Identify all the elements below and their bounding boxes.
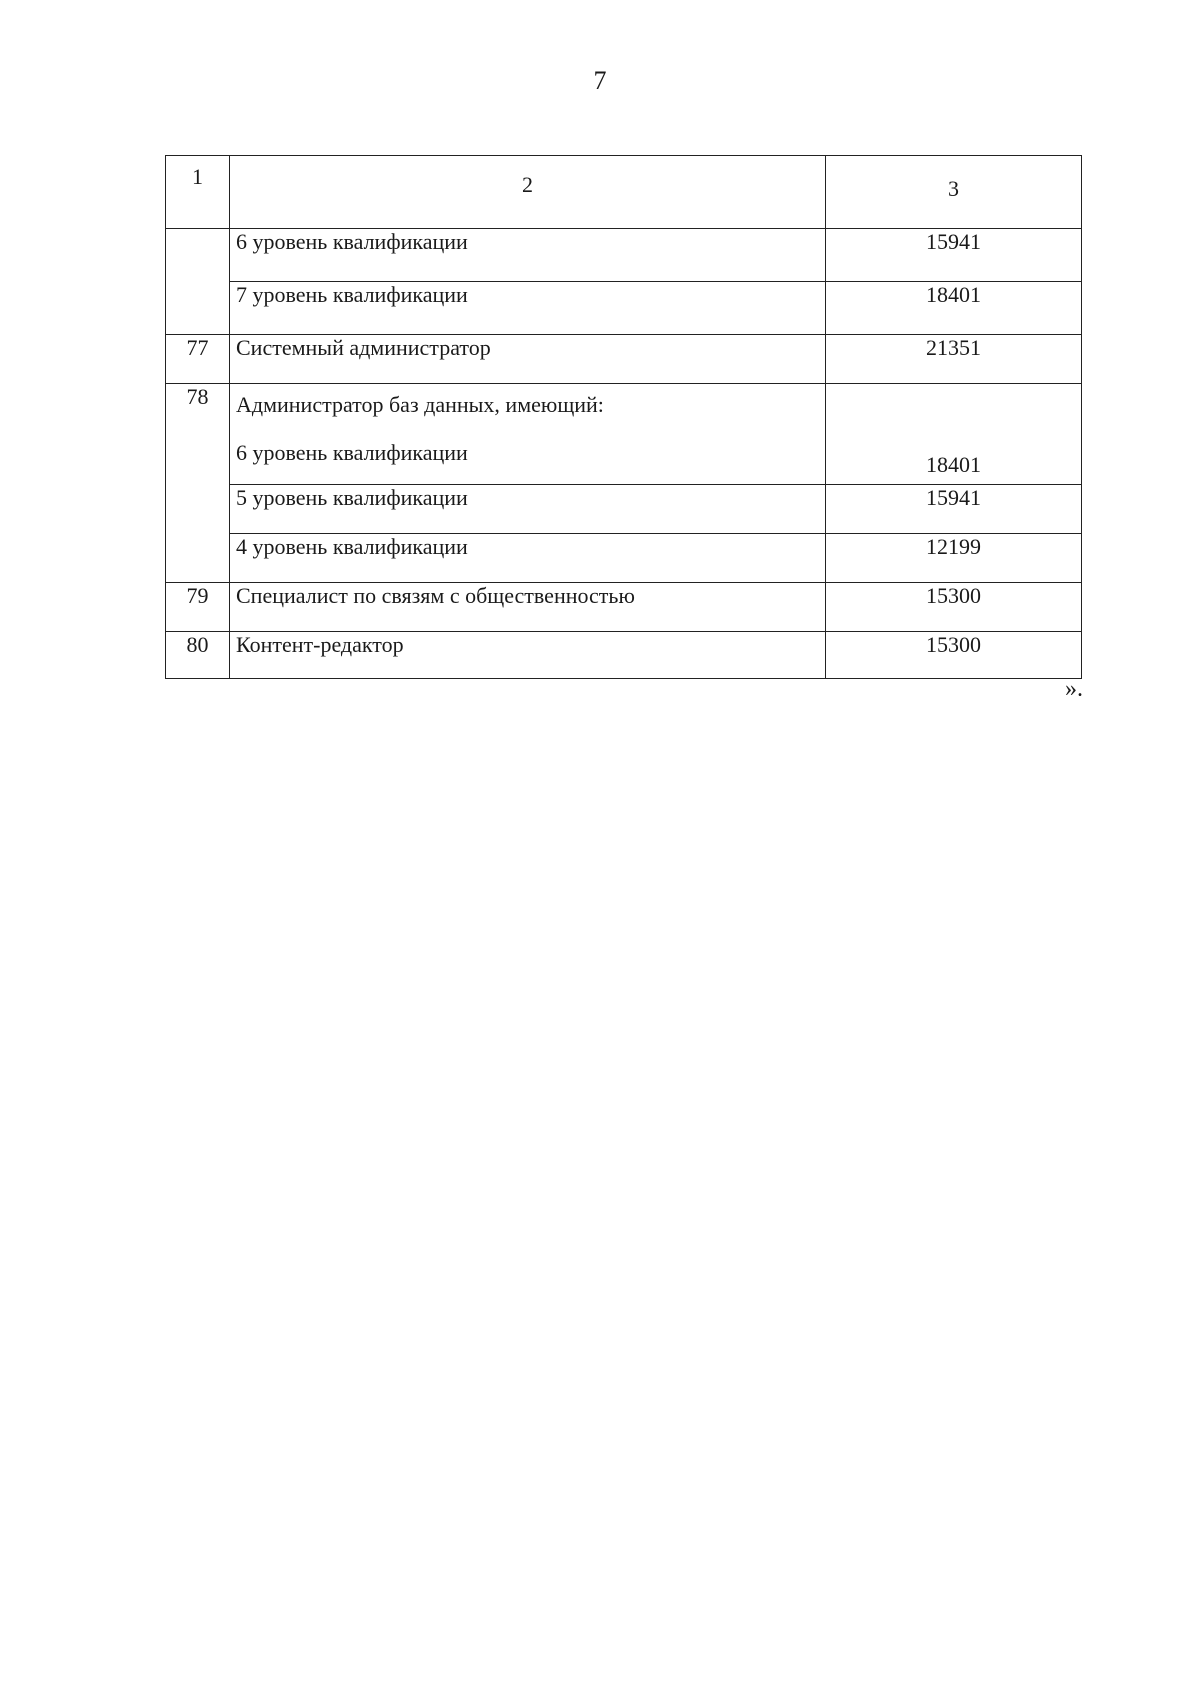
row-value-cell: 12199 (826, 534, 1082, 583)
row-value-cell: 21351 (826, 335, 1082, 384)
table-row (166, 229, 1082, 282)
row-index-cell: 78 (166, 384, 230, 583)
row-index-cell: 80 (166, 632, 230, 679)
table-header-row (166, 156, 1082, 229)
row-index-cell: 79 (166, 583, 230, 632)
row-name-line-2: 6 уровень квалификации (236, 440, 468, 465)
row-index-cell (166, 229, 230, 335)
row-name-cell (230, 384, 826, 485)
table-row (166, 583, 1082, 632)
row-value-cell: 18401 (826, 384, 1082, 485)
row-name-cell: Контент-редактор (230, 632, 826, 679)
table-row (166, 632, 1082, 679)
row-value-cell: 15941 (826, 485, 1082, 534)
row-name-line-1: Администратор баз данных, имеющий: (236, 392, 604, 417)
table-row (166, 335, 1082, 384)
header-cell-3: 3 (826, 156, 1082, 229)
row-index-cell: 77 (166, 335, 230, 384)
salary-table (165, 155, 1082, 679)
table-row (166, 485, 1082, 534)
header-cell-1: 1 (166, 156, 230, 229)
table-row (166, 282, 1082, 335)
row-name-cell: Системный администратор (230, 335, 826, 384)
page-number: 7 (593, 66, 607, 95)
table-row (166, 534, 1082, 583)
row-name-cell: 4 уровень квалификации (230, 534, 826, 583)
header-cell-2: 2 (230, 156, 826, 229)
table-row (166, 384, 1082, 485)
row-name-cell: 7 уровень квалификации (230, 282, 826, 335)
row-name-cell: 6 уровень квалификации (230, 229, 826, 282)
row-value-cell: 15941 (826, 229, 1082, 282)
row-value-cell: 18401 (826, 282, 1082, 335)
row-value-cell: 15300 (826, 632, 1082, 679)
row-name-cell: Специалист по связям с общественностью (230, 583, 826, 632)
closing-quote-mark: ». (1065, 676, 1083, 702)
row-name-cell: 5 уровень квалификации (230, 485, 826, 534)
row-value-cell: 15300 (826, 583, 1082, 632)
